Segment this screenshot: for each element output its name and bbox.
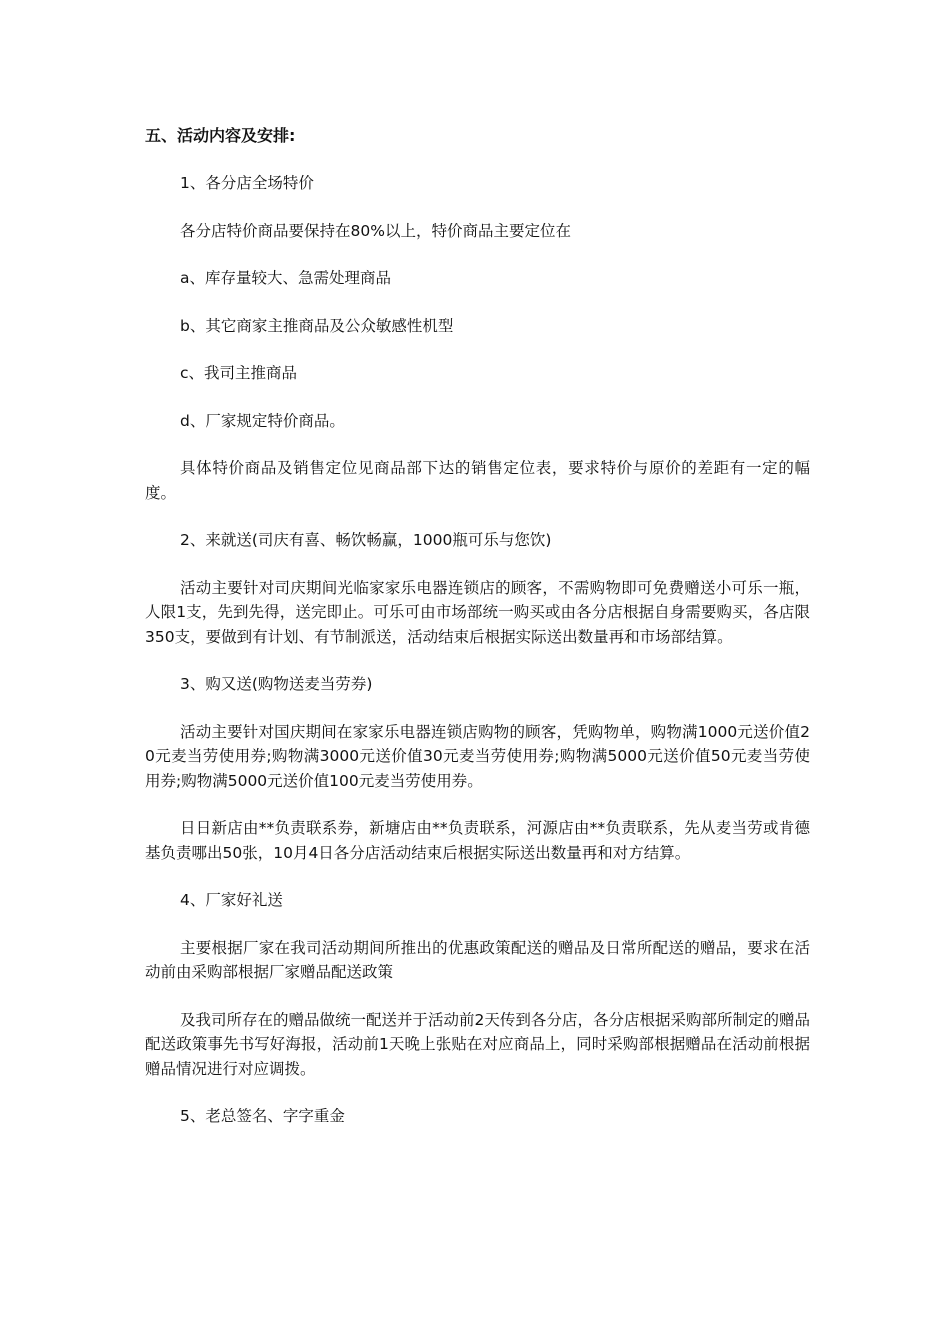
subheading-2: 2、来就送(司庆有喜、畅饮畅赢，1000瓶可乐与您饮) — [180, 531, 552, 549]
body-paragraph: 活动主要针对司庆期间光临家家乐电器连锁店的顾客，不需购物即可免费赠送小可乐一瓶，人限1支，先到先得，送完即止。可乐可由市场部统一购买或由各分店根据自身需要购买，各店限350支，要做到有计划、有节制派送，活动结束后根据实际送出数量再和市场部结算。 — [145, 578, 810, 646]
body-paragraph: 日日新店由**负责联系券，新塘店由**负责联系，河源店由**负责联系，先从麦当劳或肯德基负责哪出50张，10月4日各分店活动结束后根据实际送出数量再和对方结算。 — [145, 819, 810, 862]
list-item-a: a、库存量较大、急需处理商品 — [180, 269, 391, 287]
body-paragraph: 及我司所存在的赠品做统一配送并于活动前2天传到各分店，各分店根据采购部所制定的赠品配送政策事先书写好海报，活动前1天晚上张贴在对应商品上，同时采购部根据赠品在活动前根据赠品情况进行对应调拨。 — [145, 1010, 810, 1078]
subheading-5: 5、老总签名、字字重金 — [180, 1107, 345, 1125]
document-body — [145, 124, 810, 1152]
subheading-4: 4、厂家好礼送 — [180, 891, 283, 909]
list-item-c: c、我司主推商品 — [180, 364, 298, 382]
subheading-1: 1、各分店全场特价 — [180, 174, 314, 192]
body-paragraph: 活动主要针对国庆期间在家家乐电器连锁店购物的顾客，凭购物单，购物满1000元送价值20元麦当劳使用券;购物满3000元送价值30元麦当劳使用券;购物满5000元送价值50元麦当劳使用券;购物满5000元送价值100元麦当劳使用券。 — [145, 722, 810, 790]
list-item-b: b、其它商家主推商品及公众敏感性机型 — [180, 316, 454, 335]
body-paragraph: 具体特价商品及销售定位见商品部下达的销售定位表，要求特价与原价的差距有一定的幅度。 — [145, 459, 810, 502]
subheading-3: 3、购又送(购物送麦当劳券) — [180, 675, 373, 693]
list-item-d: d、厂家规定特价商品。 — [180, 411, 345, 430]
section-heading: 五、活动内容及安排: — [145, 126, 296, 145]
body-paragraph: 主要根据厂家在我司活动期间所推出的优惠政策配送的赠品及日常所配送的赠品，要求在活动前由采购部根据厂家赠品配送政策 — [145, 938, 810, 981]
body-paragraph: 各分店特价商品要保持在80%以上，特价商品主要定位在 — [180, 221, 571, 240]
